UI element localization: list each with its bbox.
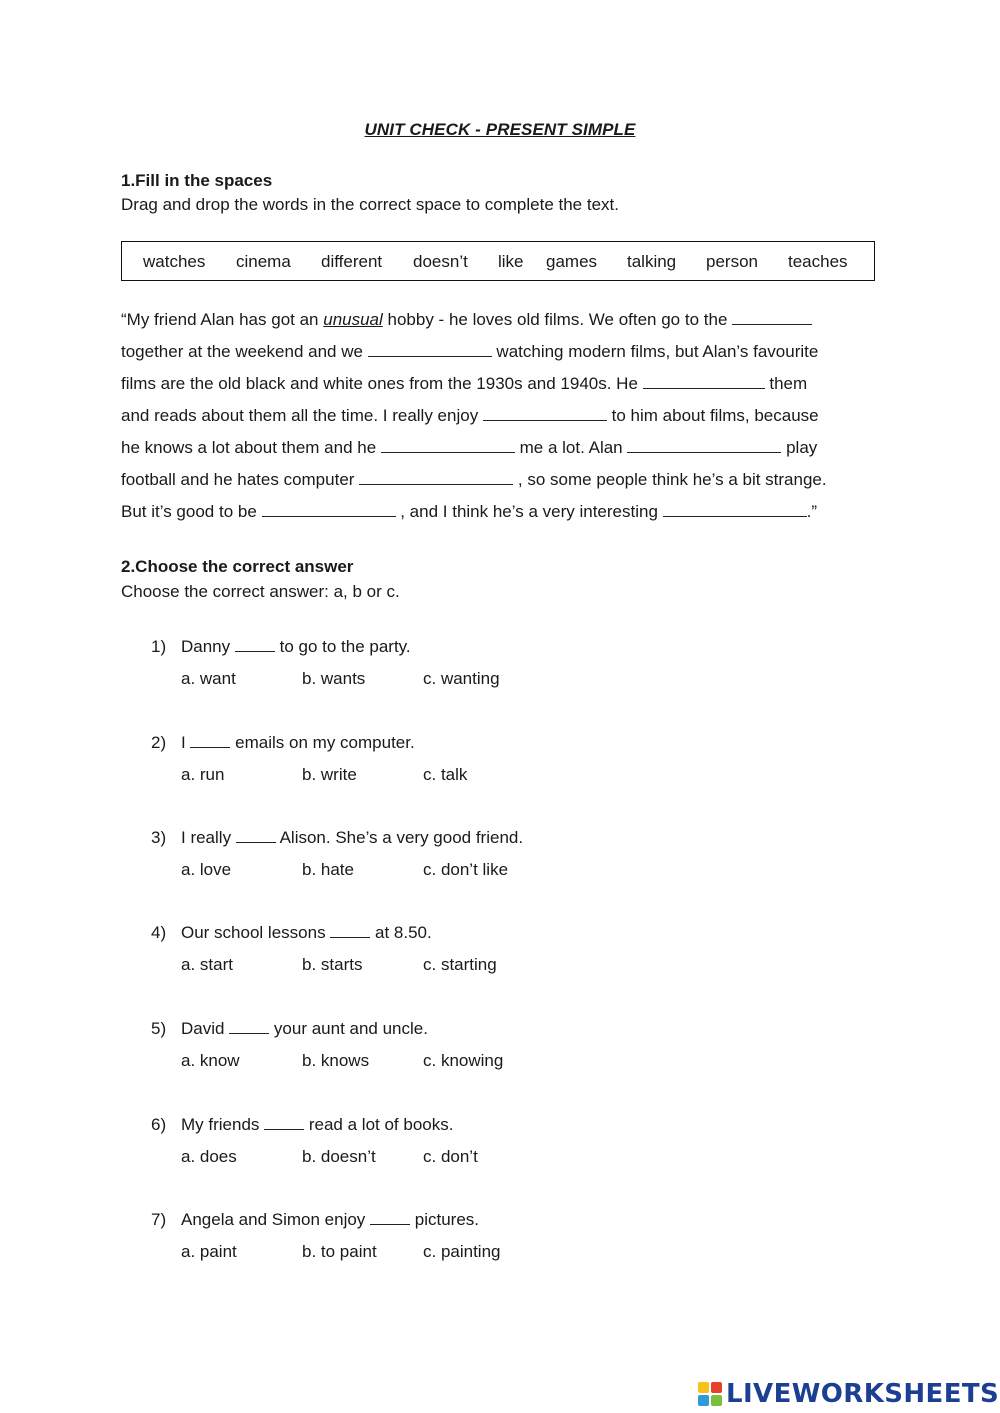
question-number: 4): [151, 923, 167, 942]
answer-blank[interactable]: [643, 374, 765, 389]
logo-square: [698, 1395, 709, 1406]
option-c[interactable]: c. wanting: [423, 669, 500, 688]
question-text: at 8.50.: [370, 923, 432, 942]
logo-squares-icon: [698, 1382, 722, 1406]
word-bank-item[interactable]: person: [706, 252, 758, 271]
word-bank-item[interactable]: teaches: [788, 252, 848, 271]
question-text: I: [181, 733, 191, 752]
option-a[interactable]: a. does: [181, 1147, 237, 1166]
option-b[interactable]: b. write: [302, 765, 357, 784]
question-item: [151, 1206, 851, 1266]
question-number: 7): [151, 1210, 167, 1229]
answer-blank[interactable]: [732, 310, 812, 325]
answer-blank[interactable]: [264, 1115, 304, 1130]
question-text: Angela and Simon enjoy: [181, 1210, 371, 1229]
question-number: 5): [151, 1019, 167, 1038]
word-bank-item[interactable]: games: [546, 252, 598, 271]
liveworksheets-logo: [698, 1378, 999, 1410]
answer-blank[interactable]: [229, 1019, 269, 1034]
question-text: pictures.: [410, 1210, 480, 1229]
passage-line: together at the weekend and we watching modern films, but Alan’s favourite: [121, 342, 819, 361]
page-title: UNIT CHECK - PRESENT SIMPLE: [364, 120, 636, 139]
question-number: 3): [151, 828, 167, 847]
question-number: 2): [151, 733, 167, 752]
option-a[interactable]: a. run: [181, 765, 225, 784]
question-text: I really: [181, 828, 236, 847]
question-item: [151, 1111, 851, 1171]
word-bank-item[interactable]: different: [321, 252, 383, 271]
answer-blank[interactable]: [235, 637, 275, 652]
question-text: My friends: [181, 1115, 265, 1134]
question-item: [151, 919, 851, 979]
word-bank-item[interactable]: watches: [143, 252, 206, 271]
option-c[interactable]: c. starting: [423, 955, 497, 974]
answer-blank[interactable]: [262, 502, 396, 517]
word-bank-item[interactable]: like: [498, 252, 524, 271]
passage-line: he knows a lot about them and he me a lot. Alan play: [121, 438, 818, 457]
logo-text: LIVEWORKSHEETS: [726, 1379, 1000, 1409]
option-b[interactable]: b. knows: [302, 1051, 370, 1070]
option-b[interactable]: b. starts: [302, 955, 363, 974]
option-b[interactable]: b. to paint: [302, 1242, 377, 1261]
option-a[interactable]: a. want: [181, 669, 236, 688]
option-a[interactable]: a. start: [181, 955, 233, 974]
word-bank-item[interactable]: doesn’t: [413, 252, 468, 271]
question-item: [151, 1015, 851, 1075]
option-c[interactable]: c. don’t like: [423, 860, 509, 879]
answer-blank[interactable]: [627, 438, 781, 453]
question-item: [151, 633, 851, 693]
answer-blank[interactable]: [368, 342, 492, 357]
option-b[interactable]: b. hate: [302, 860, 354, 879]
question-text: to go to the party.: [274, 637, 411, 656]
option-b[interactable]: b. doesn’t: [302, 1147, 376, 1166]
section1-heading: 1.Fill in the spaces: [121, 171, 273, 190]
answer-blank[interactable]: [381, 438, 515, 453]
passage-line: and reads about them all the time. I really enjoy to him about films, because: [121, 406, 819, 425]
logo-square: [698, 1382, 709, 1393]
word-bank-item[interactable]: cinema: [236, 252, 291, 271]
answer-blank[interactable]: [330, 923, 370, 938]
answer-blank[interactable]: [370, 1210, 410, 1225]
passage-line: football and he hates computer , so some people think he’s a bit strange.: [121, 470, 827, 489]
word-bank-item[interactable]: talking: [627, 252, 677, 271]
option-b[interactable]: b. wants: [302, 669, 366, 688]
answer-blank[interactable]: [663, 502, 807, 517]
section1-instruction: Drag and drop the words in the correct space to complete the text.: [121, 195, 619, 214]
option-a[interactable]: a. paint: [181, 1242, 237, 1261]
option-c[interactable]: c. don’t: [423, 1147, 478, 1166]
question-text: Danny: [181, 637, 235, 656]
question-item: [151, 729, 851, 789]
question-number: 6): [151, 1115, 167, 1134]
passage-line: But it’s good to be , and I think he’s a very interesting .”: [121, 502, 818, 521]
section2-heading: 2.Choose the correct answer: [121, 557, 354, 576]
option-c[interactable]: c. painting: [423, 1242, 501, 1261]
question-text: read a lot of books.: [304, 1115, 454, 1134]
question-text: your aunt and uncle.: [269, 1019, 428, 1038]
question-text: Alison. She’s a very good friend.: [275, 828, 524, 847]
answer-blank[interactable]: [236, 828, 276, 843]
passage-line: “My friend Alan has got an unusual hobby - he loves old films. We often go to the: [121, 306, 881, 338]
question-text: emails on my computer.: [230, 733, 415, 752]
question-text: Our school lessons: [181, 923, 331, 942]
answer-blank[interactable]: [483, 406, 607, 421]
word-bank: [121, 241, 875, 281]
section2-instruction: Choose the correct answer: a, b or c.: [121, 582, 400, 601]
question-number: 1): [151, 637, 167, 656]
option-c[interactable]: c. talk: [423, 765, 468, 784]
answer-blank[interactable]: [190, 733, 230, 748]
passage-line: films are the old black and white ones from the 1930s and 1940s. He them: [121, 374, 808, 393]
logo-square: [711, 1395, 722, 1406]
passage: [121, 306, 881, 530]
question-text: David: [181, 1019, 230, 1038]
option-c[interactable]: c. knowing: [423, 1051, 504, 1070]
underlined-word: unusual: [323, 310, 383, 329]
option-a[interactable]: a. love: [181, 860, 232, 879]
option-a[interactable]: a. know: [181, 1051, 240, 1070]
logo-square: [711, 1382, 722, 1393]
question-item: [151, 824, 851, 884]
answer-blank[interactable]: [359, 470, 513, 485]
